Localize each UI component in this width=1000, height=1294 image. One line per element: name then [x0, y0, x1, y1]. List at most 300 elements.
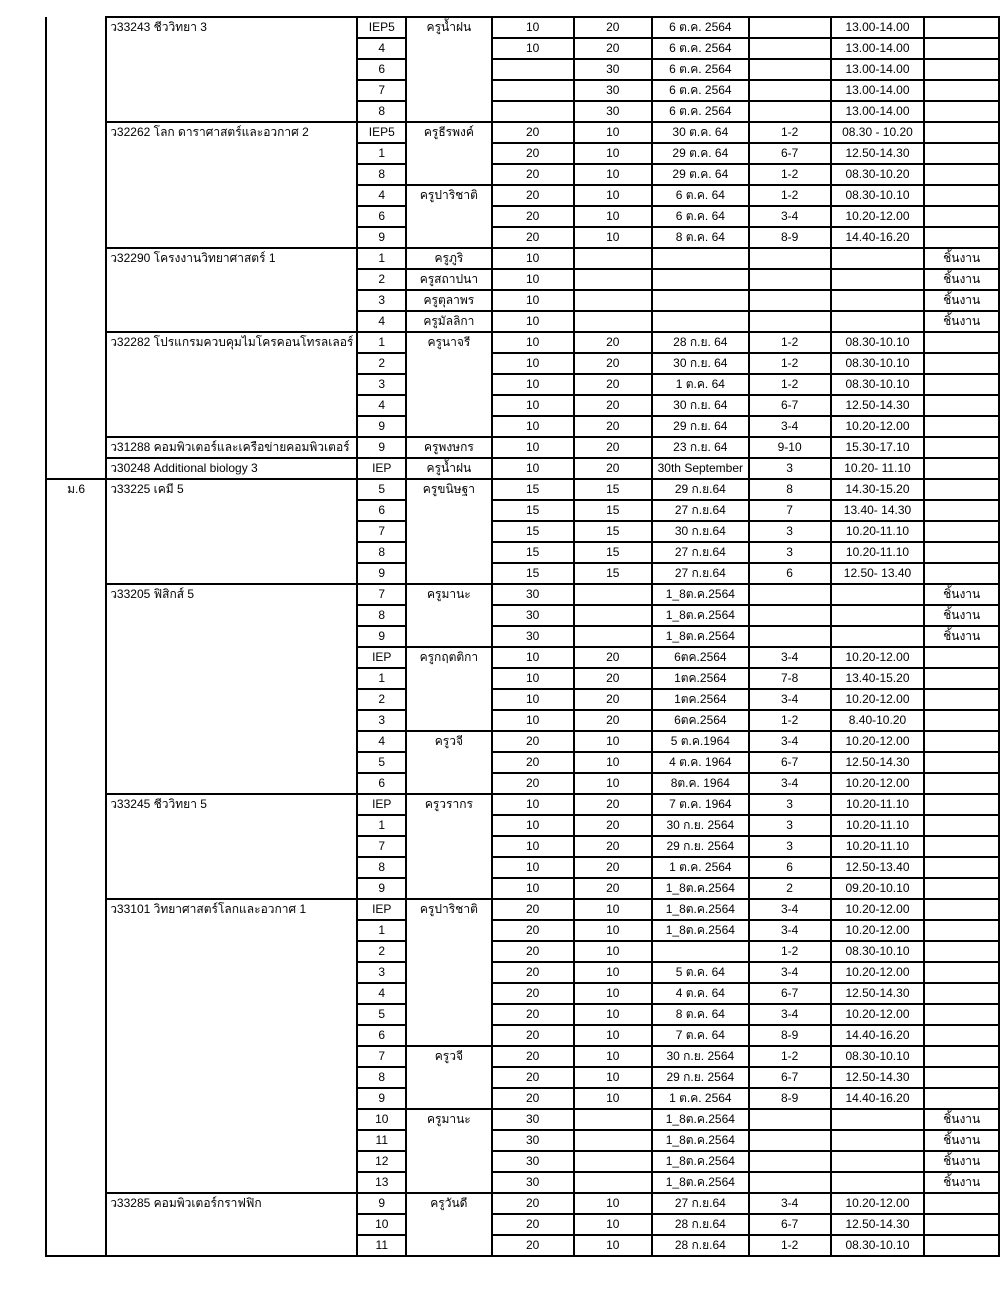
section-cell: 6	[357, 500, 406, 521]
section-cell: 9	[357, 626, 406, 647]
teacher-cell: ครูกฤตติกา	[406, 647, 491, 731]
section-cell: 5	[357, 752, 406, 773]
exam-date-cell: 1_8ต.ค.2564	[652, 920, 749, 941]
teacher-cell: ครูปาริชาติ	[406, 185, 491, 248]
teacher-cell: ครูภูริ	[406, 248, 491, 269]
count1-cell: 20	[492, 164, 574, 185]
period-cell	[749, 1172, 831, 1193]
section-cell: IEP5	[357, 122, 406, 143]
time-cell: 12.50-14.30	[831, 395, 925, 416]
section-cell: 2	[357, 269, 406, 290]
count2-cell	[574, 1172, 652, 1193]
period-cell: 3-4	[749, 206, 831, 227]
note-cell	[924, 731, 999, 752]
count2-cell	[574, 269, 652, 290]
note-cell	[924, 80, 999, 101]
exam-date-cell: 7 ต.ค. 1964	[652, 794, 749, 815]
count2-cell: 20	[574, 38, 652, 59]
count2-cell: 10	[574, 122, 652, 143]
time-cell: 10.20-12.00	[831, 899, 925, 920]
section-cell: 3	[357, 962, 406, 983]
period-cell: 7	[749, 500, 831, 521]
period-cell	[749, 17, 831, 38]
note-cell: ชิ้นงาน	[924, 1172, 999, 1193]
time-cell: 13.00-14.00	[831, 80, 925, 101]
note-cell	[924, 941, 999, 962]
time-cell: 08.30-10.10	[831, 1046, 925, 1067]
exam-date-cell: 8 ต.ค. 64	[652, 227, 749, 248]
teacher-cell: ครูมานะ	[406, 584, 491, 647]
section-cell: 4	[357, 38, 406, 59]
section-cell: 9	[357, 1088, 406, 1109]
count1-cell: 10	[492, 332, 574, 353]
section-cell: 9	[357, 227, 406, 248]
note-cell	[924, 794, 999, 815]
note-cell	[924, 1214, 999, 1235]
exam-date-cell: 29 ก.ย. 2564	[652, 836, 749, 857]
count2-cell	[574, 1130, 652, 1151]
period-cell: 1-2	[749, 941, 831, 962]
exam-date-cell: 30 ก.ย. 64	[652, 395, 749, 416]
count1-cell: 30	[492, 1109, 574, 1130]
count1-cell	[492, 80, 574, 101]
exam-date-cell: 29 ก.ย. 2564	[652, 1067, 749, 1088]
count2-cell: 20	[574, 689, 652, 710]
time-cell	[831, 584, 925, 605]
period-cell: 3-4	[749, 962, 831, 983]
exam-date-cell	[652, 941, 749, 962]
period-cell: 3-4	[749, 416, 831, 437]
time-cell: 10.20-11.10	[831, 542, 925, 563]
time-cell	[831, 1109, 925, 1130]
count1-cell: 10	[492, 437, 574, 458]
section-cell: 3	[357, 374, 406, 395]
period-cell: 1-2	[749, 710, 831, 731]
count1-cell: 20	[492, 920, 574, 941]
note-cell	[924, 500, 999, 521]
time-cell	[831, 248, 925, 269]
count2-cell: 10	[574, 1235, 652, 1256]
period-cell: 6-7	[749, 1067, 831, 1088]
section-cell: 6	[357, 206, 406, 227]
count2-cell: 10	[574, 731, 652, 752]
exam-date-cell: 28 ก.ย. 64	[652, 332, 749, 353]
period-cell: 2	[749, 878, 831, 899]
count2-cell: 20	[574, 647, 652, 668]
exam-date-cell: 1_8ต.ค.2564	[652, 605, 749, 626]
count2-cell: 15	[574, 542, 652, 563]
exam-date-cell: 5 ต.ค.1964	[652, 731, 749, 752]
note-cell	[924, 815, 999, 836]
exam-date-cell: 28 ก.ย.64	[652, 1214, 749, 1235]
count2-cell: 10	[574, 1193, 652, 1214]
note-cell	[924, 38, 999, 59]
count2-cell: 10	[574, 920, 652, 941]
teacher-cell: ครูธีรพงค์	[406, 122, 491, 185]
count1-cell: 20	[492, 1193, 574, 1214]
section-cell: 2	[357, 941, 406, 962]
count2-cell: 30	[574, 59, 652, 80]
exam-schedule-table	[45, 16, 1000, 1257]
period-cell: 6-7	[749, 983, 831, 1004]
time-cell: 08.30-10.10	[831, 353, 925, 374]
time-cell	[831, 605, 925, 626]
exam-date-cell: 1_8ต.ค.2564	[652, 1109, 749, 1130]
note-cell	[924, 1067, 999, 1088]
period-cell: 3	[749, 521, 831, 542]
period-cell: 3-4	[749, 689, 831, 710]
course-name-cell: ว33243 ชีววิทยา 3	[106, 17, 357, 122]
schedule-body	[46, 17, 999, 1256]
teacher-cell: ครูสถาปนา	[406, 269, 491, 290]
note-cell	[924, 185, 999, 206]
section-cell: 7	[357, 521, 406, 542]
note-cell	[924, 689, 999, 710]
count2-cell: 10	[574, 899, 652, 920]
note-cell	[924, 1193, 999, 1214]
period-cell: 1-2	[749, 353, 831, 374]
time-cell	[831, 626, 925, 647]
exam-date-cell: 1_8ต.ค.2564	[652, 584, 749, 605]
teacher-cell: ครูวจี	[406, 731, 491, 794]
count1-cell: 20	[492, 941, 574, 962]
teacher-cell: ครูมัลลิกา	[406, 311, 491, 332]
count2-cell: 10	[574, 206, 652, 227]
exam-date-cell: 6ตค.2564	[652, 647, 749, 668]
period-cell: 6-7	[749, 395, 831, 416]
count1-cell: 30	[492, 626, 574, 647]
count1-cell: 15	[492, 542, 574, 563]
count2-cell	[574, 584, 652, 605]
section-cell: 6	[357, 59, 406, 80]
time-cell: 13.00-14.00	[831, 59, 925, 80]
count2-cell: 30	[574, 80, 652, 101]
course-name-cell: ว33205 ฟิสิกส์ 5	[106, 584, 357, 794]
section-cell: 8	[357, 857, 406, 878]
section-cell: 8	[357, 1067, 406, 1088]
period-cell	[749, 311, 831, 332]
section-cell: 4	[357, 395, 406, 416]
teacher-cell: ครูวรากร	[406, 794, 491, 899]
section-cell: 9	[357, 416, 406, 437]
count1-cell: 10	[492, 815, 574, 836]
count1-cell: 30	[492, 605, 574, 626]
section-cell: 7	[357, 80, 406, 101]
note-cell	[924, 1088, 999, 1109]
count1-cell: 20	[492, 1214, 574, 1235]
note-cell	[924, 920, 999, 941]
count1-cell: 10	[492, 374, 574, 395]
note-cell	[924, 458, 999, 479]
count2-cell	[574, 1109, 652, 1130]
time-cell: 08.30-10.10	[831, 185, 925, 206]
note-cell	[924, 17, 999, 38]
note-cell	[924, 647, 999, 668]
count1-cell: 20	[492, 899, 574, 920]
teacher-cell: ครูน้ำฝน	[406, 458, 491, 479]
exam-date-cell: 6 ต.ค. 2564	[652, 59, 749, 80]
exam-date-cell	[652, 248, 749, 269]
period-cell: 1-2	[749, 164, 831, 185]
period-cell: 6-7	[749, 143, 831, 164]
count2-cell: 20	[574, 458, 652, 479]
time-cell: 08.30-10.10	[831, 332, 925, 353]
section-cell: 7	[357, 584, 406, 605]
period-cell	[749, 101, 831, 122]
note-cell: ชิ้นงาน	[924, 626, 999, 647]
count1-cell: 10	[492, 311, 574, 332]
section-cell: 7	[357, 1046, 406, 1067]
period-cell: 8	[749, 479, 831, 500]
exam-date-cell: 30 ก.ย.64	[652, 521, 749, 542]
note-cell	[924, 353, 999, 374]
count1-cell: 10	[492, 17, 574, 38]
teacher-cell: ครูมานะ	[406, 1109, 491, 1193]
section-cell: 2	[357, 689, 406, 710]
class-level-cell	[46, 17, 106, 479]
count2-cell: 15	[574, 521, 652, 542]
time-cell: 13.00-14.00	[831, 17, 925, 38]
time-cell: 10.20-12.00	[831, 1193, 925, 1214]
exam-date-cell: 29 ต.ค. 64	[652, 143, 749, 164]
period-cell: 8-9	[749, 1025, 831, 1046]
exam-date-cell: 27 ก.ย.64	[652, 500, 749, 521]
count1-cell	[492, 59, 574, 80]
count1-cell: 10	[492, 248, 574, 269]
note-cell	[924, 374, 999, 395]
exam-date-cell: 1 ต.ค. 2564	[652, 857, 749, 878]
count2-cell: 20	[574, 794, 652, 815]
note-cell: ชิ้นงาน	[924, 584, 999, 605]
exam-date-cell: 1_8ต.ค.2564	[652, 626, 749, 647]
section-cell: 1	[357, 668, 406, 689]
exam-date-cell: 6 ต.ค. 2564	[652, 17, 749, 38]
count2-cell: 15	[574, 479, 652, 500]
period-cell: 9-10	[749, 437, 831, 458]
count2-cell	[574, 605, 652, 626]
exam-date-cell: 6 ต.ค. 2564	[652, 101, 749, 122]
period-cell	[749, 584, 831, 605]
period-cell: 3	[749, 815, 831, 836]
count1-cell: 10	[492, 794, 574, 815]
count1-cell: 15	[492, 563, 574, 584]
section-cell: 9	[357, 1193, 406, 1214]
period-cell	[749, 269, 831, 290]
note-cell	[924, 857, 999, 878]
section-cell: 12	[357, 1151, 406, 1172]
exam-date-cell: 27 ก.ย.64	[652, 542, 749, 563]
exam-date-cell: 1_8ต.ค.2564	[652, 1151, 749, 1172]
time-cell: 12.50-14.30	[831, 143, 925, 164]
period-cell: 6	[749, 563, 831, 584]
section-cell: 10	[357, 1109, 406, 1130]
count2-cell: 10	[574, 1088, 652, 1109]
count2-cell: 20	[574, 878, 652, 899]
period-cell: 3-4	[749, 647, 831, 668]
time-cell: 13.00-14.00	[831, 38, 925, 59]
count1-cell: 20	[492, 1235, 574, 1256]
note-cell: ชิ้นงาน	[924, 248, 999, 269]
teacher-cell: ครูปาริชาติ	[406, 899, 491, 1046]
section-cell: 4	[357, 983, 406, 1004]
count2-cell: 10	[574, 143, 652, 164]
time-cell: 12.50-13.40	[831, 857, 925, 878]
course-name-cell: ว33101 วิทยาศาสตร์โลกและอวกาศ 1	[106, 899, 357, 1193]
count1-cell: 20	[492, 1088, 574, 1109]
exam-date-cell: 4 ต.ค. 1964	[652, 752, 749, 773]
count1-cell: 10	[492, 878, 574, 899]
teacher-cell: ครูวันดี	[406, 1193, 491, 1256]
period-cell: 1-2	[749, 1046, 831, 1067]
time-cell: 14.30-15.20	[831, 479, 925, 500]
count2-cell: 20	[574, 857, 652, 878]
count1-cell	[492, 101, 574, 122]
note-cell	[924, 143, 999, 164]
note-cell	[924, 479, 999, 500]
exam-date-cell: 29 ก.ย. 64	[652, 416, 749, 437]
section-cell: 6	[357, 1025, 406, 1046]
count1-cell: 20	[492, 752, 574, 773]
count2-cell: 10	[574, 983, 652, 1004]
period-cell: 6-7	[749, 1214, 831, 1235]
course-name-cell: ว33225 เคมี 5	[106, 479, 357, 584]
count2-cell: 10	[574, 185, 652, 206]
note-cell	[924, 206, 999, 227]
count1-cell: 20	[492, 1025, 574, 1046]
time-cell: 10.20-11.10	[831, 815, 925, 836]
count1-cell: 30	[492, 584, 574, 605]
count2-cell: 20	[574, 668, 652, 689]
count1-cell: 20	[492, 143, 574, 164]
count1-cell: 20	[492, 1004, 574, 1025]
section-cell: 13	[357, 1172, 406, 1193]
time-cell: 08.30-10.10	[831, 374, 925, 395]
time-cell: 13.40-15.20	[831, 668, 925, 689]
period-cell: 6-7	[749, 752, 831, 773]
period-cell: 3-4	[749, 920, 831, 941]
teacher-cell: ครูนาจรี	[406, 332, 491, 437]
count2-cell: 30	[574, 101, 652, 122]
exam-date-cell: 30th September	[652, 458, 749, 479]
exam-date-cell: 1_8ต.ค.2564	[652, 899, 749, 920]
section-cell: 8	[357, 101, 406, 122]
note-cell	[924, 164, 999, 185]
section-cell: 9	[357, 878, 406, 899]
time-cell: 10.20-12.00	[831, 206, 925, 227]
exam-date-cell: 1ตค.2564	[652, 668, 749, 689]
note-cell	[924, 395, 999, 416]
note-cell	[924, 521, 999, 542]
section-cell: 1	[357, 815, 406, 836]
period-cell: 1-2	[749, 122, 831, 143]
count1-cell: 10	[492, 836, 574, 857]
note-cell	[924, 878, 999, 899]
time-cell: 12.50-14.30	[831, 752, 925, 773]
note-cell: ชิ้นงาน	[924, 269, 999, 290]
period-cell: 3-4	[749, 899, 831, 920]
teacher-cell: ครูพงษกร	[406, 437, 491, 458]
time-cell: 14.40-16.20	[831, 1088, 925, 1109]
section-cell: 8	[357, 605, 406, 626]
note-cell: ชิ้นงาน	[924, 311, 999, 332]
period-cell: 3	[749, 794, 831, 815]
exam-date-cell: 6 ต.ค. 2564	[652, 80, 749, 101]
period-cell: 1-2	[749, 374, 831, 395]
count2-cell: 10	[574, 962, 652, 983]
count1-cell: 10	[492, 353, 574, 374]
note-cell	[924, 1025, 999, 1046]
exam-date-cell: 30 ก.ย. 2564	[652, 815, 749, 836]
count2-cell: 20	[574, 710, 652, 731]
count2-cell: 10	[574, 227, 652, 248]
exam-date-cell: 30 ต.ค. 64	[652, 122, 749, 143]
section-cell: 1	[357, 920, 406, 941]
period-cell: 8-9	[749, 1088, 831, 1109]
count1-cell: 20	[492, 227, 574, 248]
note-cell	[924, 416, 999, 437]
count2-cell: 10	[574, 1025, 652, 1046]
period-cell: 8-9	[749, 227, 831, 248]
note-cell	[924, 59, 999, 80]
period-cell	[749, 290, 831, 311]
section-cell: 1	[357, 332, 406, 353]
time-cell	[831, 1130, 925, 1151]
count2-cell: 20	[574, 17, 652, 38]
count1-cell: 20	[492, 122, 574, 143]
period-cell: 1-2	[749, 1235, 831, 1256]
count2-cell: 10	[574, 941, 652, 962]
period-cell: 3	[749, 836, 831, 857]
note-cell	[924, 899, 999, 920]
time-cell: 08.30-10.10	[831, 1235, 925, 1256]
section-cell: 9	[357, 563, 406, 584]
count1-cell: 30	[492, 1130, 574, 1151]
time-cell: 08.30-10.10	[831, 941, 925, 962]
time-cell	[831, 1151, 925, 1172]
period-cell: 1-2	[749, 185, 831, 206]
count2-cell: 20	[574, 395, 652, 416]
period-cell: 3	[749, 458, 831, 479]
count1-cell: 10	[492, 458, 574, 479]
section-cell: IEP	[357, 458, 406, 479]
section-cell: 3	[357, 290, 406, 311]
time-cell: 10.20-11.10	[831, 521, 925, 542]
period-cell: 3-4	[749, 1193, 831, 1214]
count2-cell: 20	[574, 815, 652, 836]
note-cell	[924, 983, 999, 1004]
period-cell	[749, 59, 831, 80]
class-level-cell: ม.6	[46, 479, 106, 1256]
count1-cell: 20	[492, 1046, 574, 1067]
time-cell: 12.50- 13.40	[831, 563, 925, 584]
section-cell: IEP	[357, 899, 406, 920]
period-cell	[749, 38, 831, 59]
count1-cell: 10	[492, 290, 574, 311]
note-cell	[924, 668, 999, 689]
count2-cell: 15	[574, 563, 652, 584]
count1-cell: 15	[492, 500, 574, 521]
count2-cell: 20	[574, 437, 652, 458]
time-cell	[831, 311, 925, 332]
exam-date-cell: 23 ก.ย. 64	[652, 437, 749, 458]
note-cell	[924, 752, 999, 773]
exam-date-cell: 4 ต.ค. 64	[652, 983, 749, 1004]
time-cell: 10.20-12.00	[831, 416, 925, 437]
count2-cell	[574, 1151, 652, 1172]
time-cell: 10.20-11.10	[831, 836, 925, 857]
count1-cell: 10	[492, 647, 574, 668]
note-cell	[924, 542, 999, 563]
